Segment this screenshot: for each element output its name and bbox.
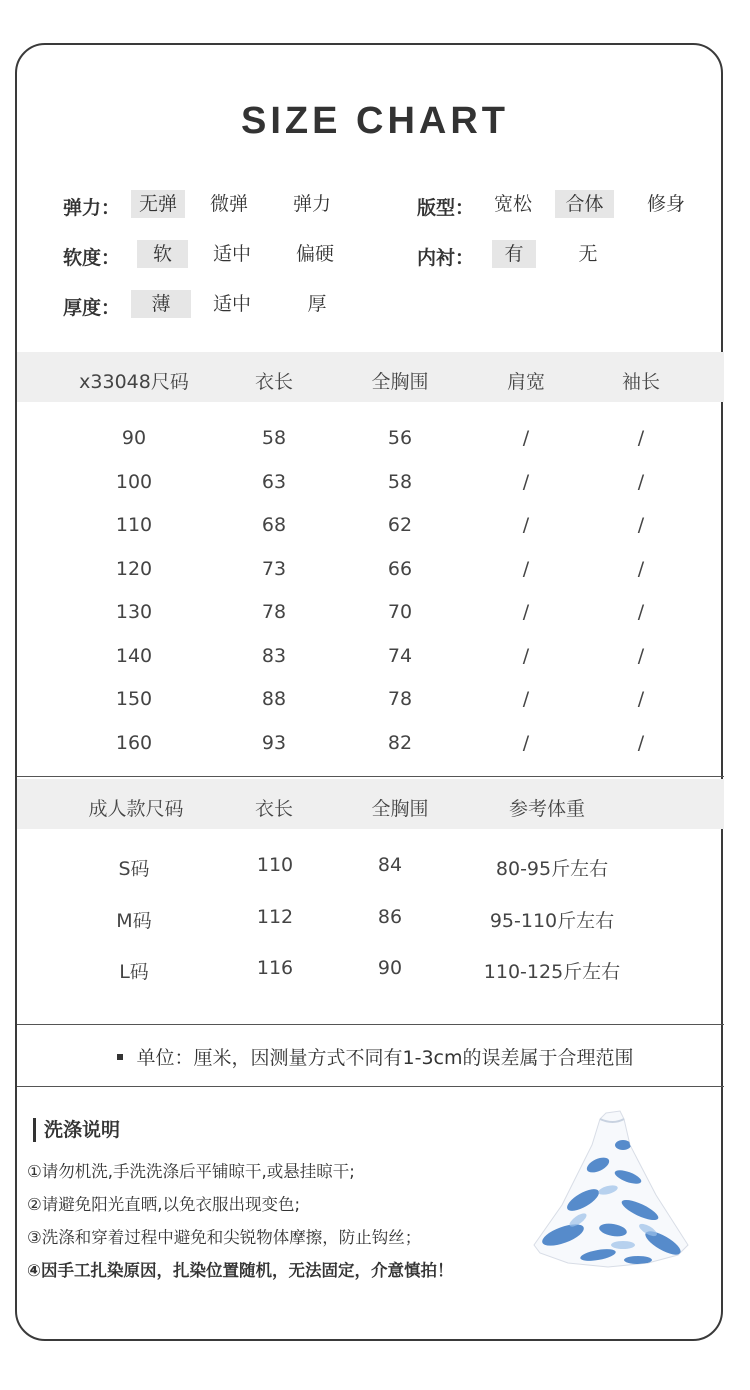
fit-label: 版型： <box>417 197 475 219</box>
lining-option-yes: 有 <box>492 240 536 268</box>
table-header-cell: 袖长 <box>621 371 660 393</box>
table-cell: 90 <box>121 427 147 449</box>
washing-line: ②请避免阳光直晒,以免衣服出现变色; <box>27 1195 301 1214</box>
table-cell: 110 <box>256 854 294 876</box>
table-cell: / <box>637 514 645 536</box>
table-cell: 84 <box>377 854 403 876</box>
table-cell: 140 <box>115 644 153 667</box>
thickness-option-thick: 厚 <box>307 293 327 315</box>
table-cell: 90 <box>377 957 403 979</box>
table-cell: 78 <box>387 688 413 710</box>
thickness-option-thin: 薄 <box>131 290 191 318</box>
softness-option-soft: 软 <box>137 240 188 268</box>
divider <box>17 1086 724 1087</box>
elasticity-option-none: 无弹 <box>131 190 185 218</box>
table-cell: L码 <box>119 961 149 983</box>
elasticity-option-stretch: 弹力 <box>292 193 331 215</box>
fit-option-slim: 修身 <box>646 193 685 215</box>
unit-note-text: 单位：厘米，因测量方式不同有1-3cm的误差属于合理范围 <box>136 1047 634 1069</box>
table-cell: 110-125斤左右 <box>483 961 621 983</box>
fit-option-regular: 合体 <box>555 190 614 218</box>
table-cell: 68 <box>261 514 287 536</box>
bullet-icon <box>117 1054 123 1060</box>
table-cell: 93 <box>261 731 287 754</box>
table-cell: 83 <box>261 644 287 667</box>
table-cell: / <box>637 731 645 754</box>
table-cell: 80-95斤左右 <box>495 858 609 880</box>
table-cell: 56 <box>387 427 413 449</box>
table-cell: 160 <box>115 731 153 754</box>
table-cell: / <box>637 688 645 710</box>
table-cell: 130 <box>115 601 153 623</box>
table-header-cell: 肩宽 <box>506 371 545 393</box>
washing-line: ①请勿机洗,手洗洗涤后平铺晾干,或悬挂晾干; <box>27 1162 355 1181</box>
table-cell: / <box>637 470 645 493</box>
table-cell: / <box>522 427 530 449</box>
divider <box>17 776 724 777</box>
elasticity-label: 弹力： <box>63 197 121 219</box>
table-cell: / <box>637 644 645 667</box>
tie-dye-dress-icon <box>528 1105 698 1275</box>
table-cell: 82 <box>387 731 413 754</box>
table-header-cell: 全胸围 <box>371 371 429 393</box>
washing-title: 洗涤说明 <box>33 1118 120 1142</box>
table-cell: 58 <box>387 470 413 493</box>
table-cell: / <box>522 514 530 536</box>
table-cell: 110 <box>115 514 153 536</box>
table-cell: / <box>522 731 530 754</box>
table-cell: 88 <box>261 688 287 710</box>
table-cell: 95-110斤左右 <box>489 909 615 932</box>
table-cell: / <box>637 557 645 580</box>
table-cell: 70 <box>387 601 413 623</box>
table-cell: / <box>522 601 530 623</box>
table-header-cell: 全胸围 <box>371 798 429 820</box>
table-header-cell: x33048尺码 <box>79 371 189 393</box>
table-header-cell: 衣长 <box>254 371 293 393</box>
table-cell: 150 <box>115 688 153 710</box>
table-cell: 73 <box>261 557 287 580</box>
table-cell: / <box>637 427 645 449</box>
table-cell: 112 <box>256 905 294 928</box>
table-cell: / <box>522 557 530 580</box>
table-cell: / <box>522 470 530 493</box>
elasticity-option-slight: 微弹 <box>209 193 248 215</box>
washing-line: ③洗涤和穿着过程中避免和尖锐物体摩擦，防止钩丝； <box>27 1228 422 1247</box>
table-cell: 74 <box>387 644 413 667</box>
table-header-cell: 成人款尺码 <box>88 798 184 820</box>
table-cell: 58 <box>261 427 287 449</box>
softness-option-hard: 偏硬 <box>295 243 334 265</box>
table-cell: / <box>522 688 530 710</box>
fit-option-loose: 宽松 <box>493 193 532 215</box>
table-cell: 86 <box>377 905 403 928</box>
unit-note <box>0 1043 750 1070</box>
table-cell: S码 <box>118 858 150 880</box>
table-header-cell: 参考体重 <box>508 798 585 820</box>
table-cell: 63 <box>261 470 287 493</box>
thickness-option-medium: 适中 <box>212 293 251 315</box>
page-title: SIZE CHART <box>241 100 509 142</box>
softness-label: 软度： <box>63 247 121 269</box>
table-cell: 78 <box>261 601 287 623</box>
lining-label: 内衬： <box>417 247 475 269</box>
divider <box>17 1024 724 1025</box>
table-cell: / <box>522 644 530 667</box>
softness-option-medium: 适中 <box>212 243 251 265</box>
table-cell: 120 <box>115 557 153 580</box>
thickness-label: 厚度： <box>63 297 121 319</box>
table-cell: 66 <box>387 557 413 580</box>
washing-line: ④因手工扎染原因，扎染位置随机，无法固定，介意慎拍！ <box>27 1261 454 1280</box>
table-header-cell: 衣长 <box>254 798 293 820</box>
table-cell: M码 <box>116 909 152 932</box>
table-cell: 100 <box>115 470 153 493</box>
table-cell: 116 <box>256 957 294 979</box>
lining-option-no: 无 <box>578 243 598 265</box>
table-cell: / <box>637 601 645 623</box>
table-cell: 62 <box>387 514 413 536</box>
